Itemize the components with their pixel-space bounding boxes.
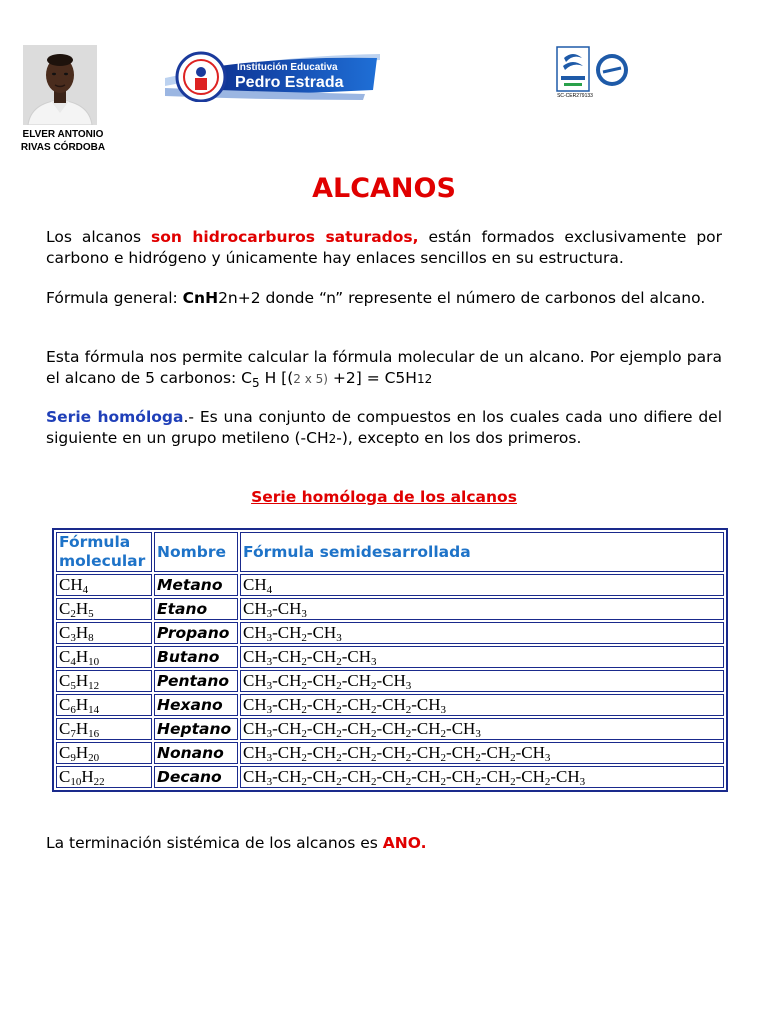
definition-highlight: son hidrocarburos saturados, bbox=[151, 228, 419, 246]
homologous-series-paragraph: Serie homóloga.- Es una conjunto de compuestos en los cuales cada uno difiere del siguiente en un grupo metileno (-CH2-), excepto en los dos primeros. bbox=[46, 408, 723, 447]
header-semi-developed-formula: Fórmula semidesarrollada bbox=[240, 532, 724, 572]
institution-line2: Pedro Estrada bbox=[235, 74, 344, 91]
molecular-formula: $C_5H_{12}$ bbox=[56, 670, 152, 692]
molecular-formula: $C_2H_5$ bbox=[56, 598, 152, 620]
intro-paragraph: Los alcanos son hidrocarburos saturados, están formados exclusivamente por carbono e hidrógeno y únicamente hay enlaces sencillos en su estructura. bbox=[46, 228, 723, 267]
author-photo bbox=[23, 45, 97, 125]
alkane-name: Pentano bbox=[154, 670, 238, 692]
alkane-name: Etano bbox=[154, 598, 238, 620]
semi-developed-formula: $CH_3-CH_2-CH_2-CH_3$ bbox=[240, 646, 724, 668]
table-row bbox=[56, 766, 724, 788]
table-row bbox=[56, 694, 724, 716]
semi-developed-formula: $CH_3-CH_2-CH_2-CH_2-CH_2-CH_2-CH_3$ bbox=[240, 718, 724, 740]
table-row bbox=[56, 742, 724, 764]
header-molecular-formula: Fórmula molecular bbox=[56, 532, 152, 572]
table-row bbox=[56, 622, 724, 644]
semi-developed-formula: $CH_3-CH_2-CH_2-CH_2-CH_3$ bbox=[240, 670, 724, 692]
molecular-formula: $CH_4$ bbox=[56, 574, 152, 596]
alkane-name: Decano bbox=[154, 766, 238, 788]
institution-banner bbox=[165, 50, 380, 102]
alkane-name: Propano bbox=[154, 622, 238, 644]
molecular-formula: $C_{10}H_{22}$ bbox=[56, 766, 152, 788]
table-row bbox=[56, 574, 724, 596]
author-name-line1: ELVER ANTONIO bbox=[22, 129, 104, 140]
molecular-formula: $C_3H_8$ bbox=[56, 622, 152, 644]
institution-line1: Institución Educativa bbox=[237, 62, 338, 73]
alkane-name: Butano bbox=[154, 646, 238, 668]
semi-developed-formula: $CH_3-CH_2-CH_2-CH_2-CH_2-CH_2-CH_2-CH_2-CH_3$ bbox=[240, 742, 724, 764]
table-caption: Serie homóloga de los alcanos bbox=[251, 488, 517, 506]
table-row bbox=[56, 598, 724, 620]
homologous-series-term: Serie homóloga bbox=[46, 408, 184, 426]
page-title: ALCANOS bbox=[312, 173, 456, 204]
alkane-name: Heptano bbox=[154, 718, 238, 740]
general-formula-paragraph: Fórmula general: CnH2n+2 donde “n” represente el número de carbonos del alcano. bbox=[46, 289, 706, 307]
semi-developed-formula: $CH_3-CH_3$ bbox=[240, 598, 724, 620]
molecular-formula: $C_7H_{16}$ bbox=[56, 718, 152, 740]
general-formula: CnH bbox=[182, 289, 219, 307]
ending-paragraph: La terminación sistémica de los alcanos es ANO. bbox=[46, 834, 427, 852]
table-row bbox=[56, 718, 724, 740]
example-paragraph: Esta fórmula nos permite calcular la fórmula molecular de un alcano. Por ejemplo para el alcano de 5 carbonos: $C_5$ H [(2 x 5) +2] = C5H12 bbox=[46, 348, 722, 391]
author-name bbox=[8, 128, 118, 154]
table-row bbox=[56, 646, 724, 668]
author-name-line2: RIVAS CÓRDOBA bbox=[20, 142, 106, 153]
semi-developed-formula: $CH_4$ bbox=[240, 574, 724, 596]
ending-suffix: ANO. bbox=[382, 834, 427, 852]
alkane-name: Metano bbox=[154, 574, 238, 596]
certification-code: SC-CER279133 bbox=[557, 93, 593, 99]
table-header-row bbox=[56, 532, 724, 572]
alkanes-table bbox=[52, 528, 728, 792]
header-name: Nombre bbox=[154, 532, 238, 572]
alkane-name: Nonano bbox=[154, 742, 238, 764]
semi-developed-formula: $CH_3-CH_2-CH_2-CH_2-CH_2-CH_2-CH_2-CH_2-CH_2-CH_3$ bbox=[240, 766, 724, 788]
molecular-formula: $C_4H_{10}$ bbox=[56, 646, 152, 668]
iqnet-logo bbox=[594, 52, 630, 88]
semi-developed-formula: $CH_3-CH_2-CH_3$ bbox=[240, 622, 724, 644]
table-body bbox=[56, 574, 724, 788]
alkane-name: Hexano bbox=[154, 694, 238, 716]
molecular-formula: $C_6H_{14}$ bbox=[56, 694, 152, 716]
semi-developed-formula: $CH_3-CH_2-CH_2-CH_2-CH_2-CH_3$ bbox=[240, 694, 724, 716]
molecular-formula: $C_9H_{20}$ bbox=[56, 742, 152, 764]
table-row bbox=[56, 670, 724, 692]
